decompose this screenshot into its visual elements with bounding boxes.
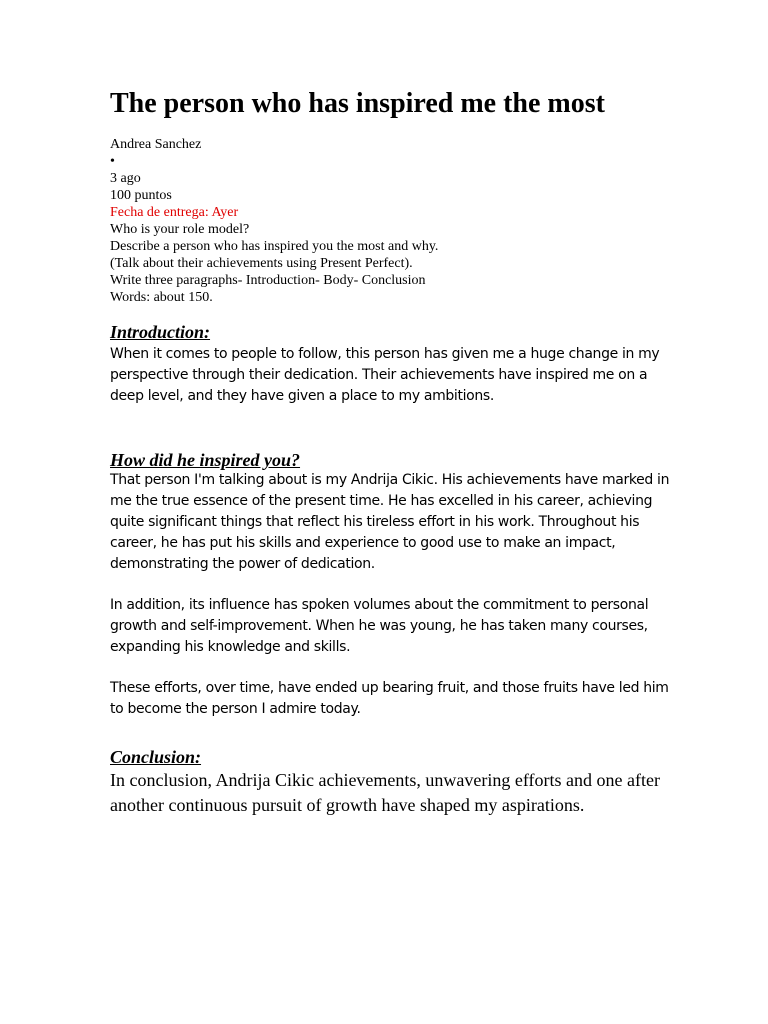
instruction-line: Write three paragraphs- Introduction- Body- Conclusion xyxy=(110,273,426,288)
body-paragraph: These efforts, over time, have ended up bearing fruit, and those fruits have led him to become the person I admire today. xyxy=(110,680,669,717)
conclusion-paragraph: In conclusion, Andrija Cikic achievements, unwavering efforts and one after another continuous pursuit of growth have shaped my aspirations. xyxy=(110,770,660,815)
page-title: The person who has inspired me the most xyxy=(110,88,605,119)
due-date: Fecha de entrega: Ayer xyxy=(110,205,239,220)
instruction-line: Words: about 150. xyxy=(110,290,213,305)
body-paragraph: That person I'm talking about is my Andrija Cikic. His achievements have marked in me the true essence of the present time. He has excelled in his career, achieving quite significant things that reflect his tireless effort in his work. Throughout his career, he has put his skills and experience to good use to make an impact, demonstrating the power of dedication. xyxy=(110,472,670,572)
author-name: Andrea Sanchez xyxy=(110,137,202,152)
bullet-separator: • xyxy=(110,154,115,169)
body-paragraph: In addition, its influence has spoken volumes about the commitment to personal growth and self-improvement. When he was young, he has taken many courses, expanding his knowledge and skills. xyxy=(110,597,649,655)
instruction-line: (Talk about their achievements using Present Perfect). xyxy=(110,256,413,271)
assignment-meta xyxy=(110,136,438,306)
post-date: 3 ago xyxy=(110,171,141,186)
instruction-line: Describe a person who has inspired you the most and why. xyxy=(110,239,439,254)
points-value: 100 puntos xyxy=(110,188,172,203)
body-heading: How did he inspired you? xyxy=(110,450,301,470)
instruction-line: Who is your role model? xyxy=(110,222,250,237)
conclusion-heading: Conclusion: xyxy=(110,747,202,767)
introduction-heading: Introduction: xyxy=(110,322,211,342)
introduction-paragraph: When it comes to people to follow, this person has given me a huge change in my perspective through their dedication. Their achievements have inspired me on a deep level, and they have given a place to my ambitions. xyxy=(110,346,660,404)
